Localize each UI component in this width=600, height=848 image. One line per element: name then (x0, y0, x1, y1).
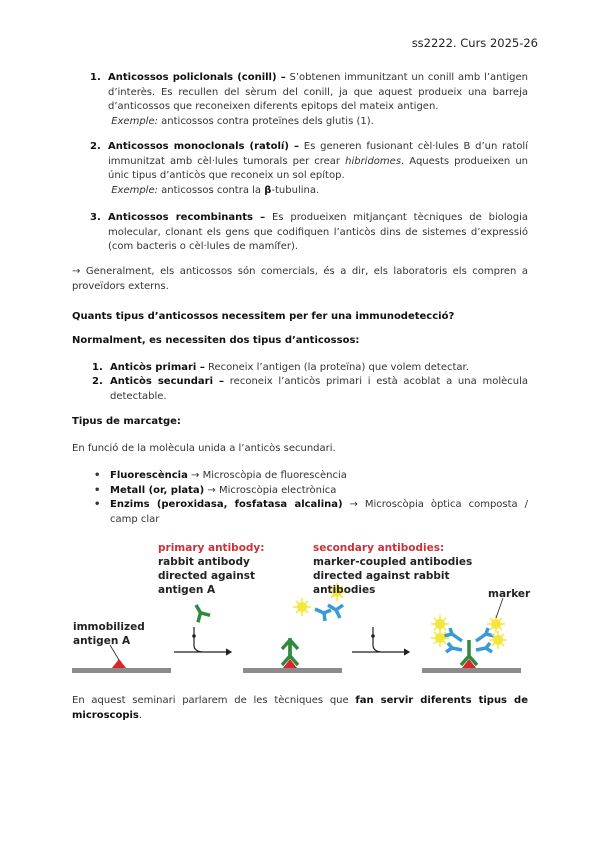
question-heading: Quants tipus d’anticossos necessitem per fer una immunodetecció? (72, 311, 455, 322)
item-text: → Microscòpia de fluorescència (187, 470, 347, 481)
labeling-heading: Tipus de marcatge: (72, 416, 181, 427)
figure-label: marker-coupled antibodies (313, 556, 473, 568)
bullet-icon: • (94, 499, 101, 510)
closing-text: En aquest seminari parlarem de les tècniques que (72, 695, 356, 706)
item-text: reconeix l’anticòs primari i està acoblat a una molècula detectable. (110, 376, 528, 402)
item-text: Reconeix l’antigen (la proteïna) que volem detectar. (204, 362, 469, 373)
secondary-antibody-icon (315, 605, 343, 621)
item-text: S’obtenen immunitzant un conill amb l’antigen d’interès. Es recullen del sèrum del conill, ja que aquest produeix una barreja d’anticossos que reconeixen diferents epitops del mateix antigen. (108, 72, 528, 113)
example-label: Exemple: (111, 184, 158, 196)
closing-end: . (138, 709, 143, 721)
example-text: anticossos contra la (157, 184, 265, 196)
item-text: Es generen fusionant cèl·lules B d’un ratolí immunitzat amb cèl·lules tumorals per crear (108, 141, 528, 167)
item-text: → Microscòpia òptica composta / camp clar (110, 499, 528, 525)
list-number: 2. (92, 376, 103, 387)
beta-symbol: β (264, 184, 272, 196)
closing-bold: fan servir diferents tipus de microscopis (72, 695, 528, 721)
item-text: . Aquests produeixen un únic tipus d’anticòs que reconeix un sol epítop. (108, 155, 528, 182)
antigen-1 (112, 659, 126, 668)
example-label: Exemple: (111, 115, 158, 127)
figure-label: directed against rabbit (313, 570, 450, 582)
item-text: → Microscòpia electrònica (204, 485, 337, 496)
list-number: 2. (90, 141, 101, 152)
figure-label: antibodies (313, 584, 376, 596)
surface-2 (243, 668, 342, 673)
item-title: Anticòs secundari – (110, 376, 225, 387)
bullet-icon: • (94, 485, 101, 496)
item-title: Anticossos recombinants – (108, 212, 266, 223)
marker-icon (431, 629, 449, 647)
item-title: Anticòs primari – (110, 362, 205, 373)
figure-label: antigen A (158, 584, 216, 596)
commercial-note: → Generalment, els anticossos són comercials, és a dir, els laboratoris els compren a proveïdors externs. (72, 266, 528, 292)
item-title: Metall (or, plata) (110, 485, 205, 496)
item-text: Es produeixen mitjançant tècniques de biologia molecular, clonant els gens que codifiquen l’anticòs dins de sistemes d’expressió (com bacteris o cèl·lules de mamífer). (108, 212, 528, 253)
item-title: Anticossos policlonals (conill) – (108, 72, 286, 83)
item-title: Fluorescència (110, 470, 188, 481)
item-title: Enzims (peroxidasa, fosfatasa alcalina) (110, 499, 343, 510)
list-number: 3. (90, 212, 101, 223)
antigen-label: immobilized (73, 621, 145, 633)
surface-3 (422, 668, 521, 673)
figure-label: directed against (158, 570, 255, 582)
primary-antibody-title: primary antibody: (158, 542, 265, 554)
page-header: ss2222. Curs 2025-26 (411, 36, 538, 50)
labeling-intro: En funció de la molècula unida a l’anticòs secundari. (72, 443, 336, 454)
example-text: anticossos contra proteïnes dels glutis (1). (157, 115, 374, 127)
item-title: Anticossos monoclonals (ratolí) – (108, 141, 299, 152)
list-number: 1. (90, 72, 101, 83)
arrow-icon (174, 627, 231, 655)
item-italic: hibridomes (345, 155, 402, 167)
example-text: -tubulina. (271, 184, 320, 196)
antigen-label: antigen A (73, 635, 131, 647)
arrow-icon (352, 627, 409, 655)
closing-paragraph (72, 694, 528, 723)
surface-1 (72, 668, 171, 673)
marker-label: marker (488, 588, 531, 600)
answer-heading: Normalment, es necessiten dos tipus d’anticossos: (72, 335, 360, 346)
secondary-antibodies-title: secondary antibodies: (313, 542, 445, 554)
bullet-icon: • (94, 470, 101, 481)
figure-label: rabbit antibody (158, 556, 250, 568)
list-number: 1. (92, 362, 103, 373)
marker-icon (293, 598, 311, 616)
primary-antibody-icon (190, 602, 210, 623)
